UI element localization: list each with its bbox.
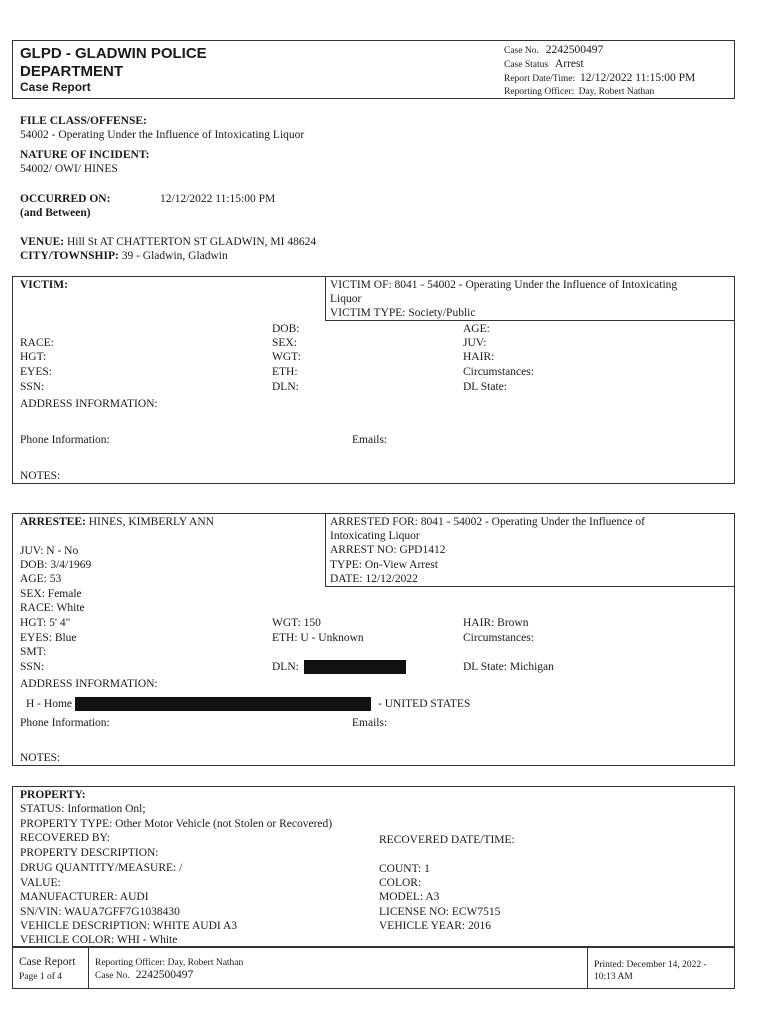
- victim-ssn: SSN:: [20, 381, 45, 393]
- report-datetime-value: 12/12/2022 11:15:00 PM: [580, 72, 696, 84]
- victim-phone-label: Phone Information:: [20, 434, 110, 446]
- arrestee-sex: SEX: Female: [20, 588, 82, 600]
- drug-quantity: DRUG QUANTITY/MEASURE: /: [20, 862, 183, 874]
- property-count: COUNT: 1: [379, 863, 430, 875]
- property-color: COLOR:: [379, 877, 422, 889]
- recovered-datetime: RECOVERED DATE/TIME:: [379, 834, 515, 846]
- footer-report-type: Case Report: [19, 956, 76, 968]
- city-row: [20, 249, 228, 263]
- venue-value: Hill St AT CHATTERTON ST GLADWIN, MI 48624: [66, 236, 317, 248]
- case-no-row: [504, 43, 603, 58]
- venue-label: VENUE:: [20, 236, 65, 248]
- victim-hgt: HGT:: [20, 351, 47, 363]
- arrestee-hgt: HGT: 5' 4": [20, 617, 71, 629]
- victim-address-label: ADDRESS INFORMATION:: [20, 398, 158, 410]
- footer-officer-label: Reporting Officer:: [95, 958, 166, 968]
- occurred-value: 12/12/2022 11:15:00 PM: [160, 193, 276, 205]
- arrestee-dln: DLN:: [272, 661, 299, 673]
- arrest-type: TYPE: On-View Arrest: [330, 559, 438, 571]
- occurred-label: OCCURRED ON:: [20, 193, 111, 205]
- vehicle-color: VEHICLE COLOR: WHI - White: [20, 934, 178, 946]
- victim-of-line1: VICTIM OF: 8041 - 54002 - Operating Under the Influence of Intoxicating: [330, 279, 678, 291]
- recovered-by: RECOVERED BY:: [20, 832, 110, 844]
- footer-page-number: Page 1 of 4: [19, 972, 63, 982]
- arrestee-eyes: EYES: Blue: [20, 632, 77, 644]
- footer-officer-value: Day, Robert Nathan: [167, 958, 244, 968]
- nature-value: 54002/ OWI/ HINES: [20, 163, 118, 175]
- manufacturer: MANUFACTURER: AUDI: [20, 891, 149, 903]
- arrestee-race: RACE: White: [20, 602, 85, 614]
- footer-divider-1: [88, 947, 89, 989]
- property-type: PROPERTY TYPE: Other Motor Vehicle (not Stolen or Recovered): [20, 818, 333, 830]
- printed-line1: Printed: December 14, 2022 -: [594, 960, 707, 970]
- arrestee-juv: JUV: N - No: [20, 545, 79, 557]
- arrestee-dl-state: DL State: Michigan: [463, 661, 554, 673]
- footer-divider-2: [587, 947, 588, 989]
- victim-sex: SEX:: [272, 337, 297, 349]
- victim-eth: ETH:: [272, 366, 298, 378]
- arrestee-dob: DOB: 3/4/1969: [20, 559, 92, 571]
- vehicle-year: VEHICLE YEAR: 2016: [379, 920, 492, 932]
- vin: SN/VIN: WAUA7GFF7G1038430: [20, 906, 180, 918]
- department-name-line2: DEPARTMENT: [20, 63, 124, 80]
- arrestee-address-label: ADDRESS INFORMATION:: [20, 678, 158, 690]
- department-name-line1: GLPD - GLADWIN POLICE: [20, 45, 207, 62]
- venue-row: [20, 235, 316, 249]
- victim-circumstances: Circumstances:: [463, 366, 534, 378]
- footer-case-value: 2242500497: [135, 969, 194, 981]
- arrestee-wgt: WGT: 150: [272, 617, 321, 629]
- victim-dln: DLN:: [272, 381, 299, 393]
- between-label: (and Between): [20, 207, 91, 219]
- victim-juv: JUV:: [463, 337, 487, 349]
- arrestee-ssn: SSN:: [20, 661, 45, 673]
- arrestee-name: HINES, KIMBERLY ANN: [88, 516, 214, 528]
- arrestee-hair: HAIR: Brown: [463, 617, 529, 629]
- report-datetime-label: Report Date/Time:: [504, 74, 576, 84]
- case-status-label: Case Status: [504, 60, 549, 70]
- property-value: VALUE:: [20, 877, 61, 889]
- vehicle-description: VEHICLE DESCRIPTION: WHITE AUDI A3: [20, 920, 237, 932]
- property-status: STATUS: Information Onl;: [20, 803, 146, 815]
- report-datetime-row: [504, 71, 695, 86]
- case-status-row: [504, 57, 584, 72]
- report-type: Case Report: [20, 80, 91, 94]
- model: MODEL: A3: [379, 891, 440, 903]
- footer-case-row: [95, 968, 193, 983]
- file-class-label: FILE CLASS/OFFENSE:: [20, 115, 147, 127]
- case-no-value: 2242500497: [545, 44, 604, 56]
- property-description: PROPERTY DESCRIPTION:: [20, 847, 159, 859]
- case-status-value: Arrest: [554, 58, 584, 70]
- reporting-officer-row: [504, 85, 654, 99]
- city-label: CITY/TOWNSHIP:: [20, 250, 119, 262]
- reporting-officer-label: Reporting Officer:: [504, 87, 575, 97]
- arrest-date: DATE: 12/12/2022: [330, 573, 418, 585]
- victim-of-line2: Liquor: [330, 293, 362, 305]
- arrestee-notes-label: NOTES:: [20, 752, 61, 764]
- arrestee-label: ARRESTEE:: [20, 516, 86, 528]
- victim-wgt: WGT:: [272, 351, 301, 363]
- arrestee-eth: ETH: U - Unknown: [272, 632, 364, 644]
- arrestee-age: AGE: 53: [20, 573, 62, 585]
- victim-race: RACE:: [20, 337, 54, 349]
- victim-hair: HAIR:: [463, 351, 495, 363]
- victim-dob: DOB:: [272, 323, 300, 335]
- arrested-for-line2: Intoxicating Liquor: [330, 530, 420, 542]
- property-title: PROPERTY:: [20, 789, 86, 801]
- arrested-for-line1: ARRESTED FOR: 8041 - 54002 - Operating Under the Influence of: [330, 516, 645, 528]
- home-address-label: H - Home: [26, 698, 72, 710]
- victim-age: AGE:: [463, 323, 490, 335]
- victim-title: VICTIM:: [20, 279, 68, 291]
- reporting-officer-value: Day, Robert Nathan: [578, 87, 655, 97]
- address-redaction: [75, 697, 371, 711]
- victim-eyes: EYES:: [20, 366, 52, 378]
- arrestee-circumstances: Circumstances:: [463, 632, 534, 644]
- victim-notes-label: NOTES:: [20, 470, 61, 482]
- arrestee-phone-label: Phone Information:: [20, 717, 110, 729]
- arrestee-title: [20, 515, 214, 529]
- case-no-label: Case No.: [504, 46, 539, 56]
- address-country: - UNITED STATES: [378, 698, 471, 710]
- victim-type: VICTIM TYPE: Society/Public: [330, 307, 476, 319]
- victim-emails-label: Emails:: [352, 434, 388, 446]
- arrestee-smt: SMT:: [20, 646, 47, 658]
- footer-case-label: Case No.: [95, 971, 130, 981]
- victim-dl-state: DL State:: [463, 381, 507, 393]
- printed-line2: 10:13 AM: [594, 972, 633, 982]
- dln-redaction: [304, 660, 406, 674]
- file-class-value: 54002 - Operating Under the Influence of Intoxicating Liquor: [20, 129, 305, 141]
- arrestee-emails-label: Emails:: [352, 717, 388, 729]
- arrest-no: ARREST NO: GPD1412: [330, 544, 446, 556]
- license-no: LICENSE NO: ECW7515: [379, 906, 501, 918]
- city-value: 39 - Gladwin, Gladwin: [121, 250, 228, 262]
- nature-label: NATURE OF INCIDENT:: [20, 149, 150, 161]
